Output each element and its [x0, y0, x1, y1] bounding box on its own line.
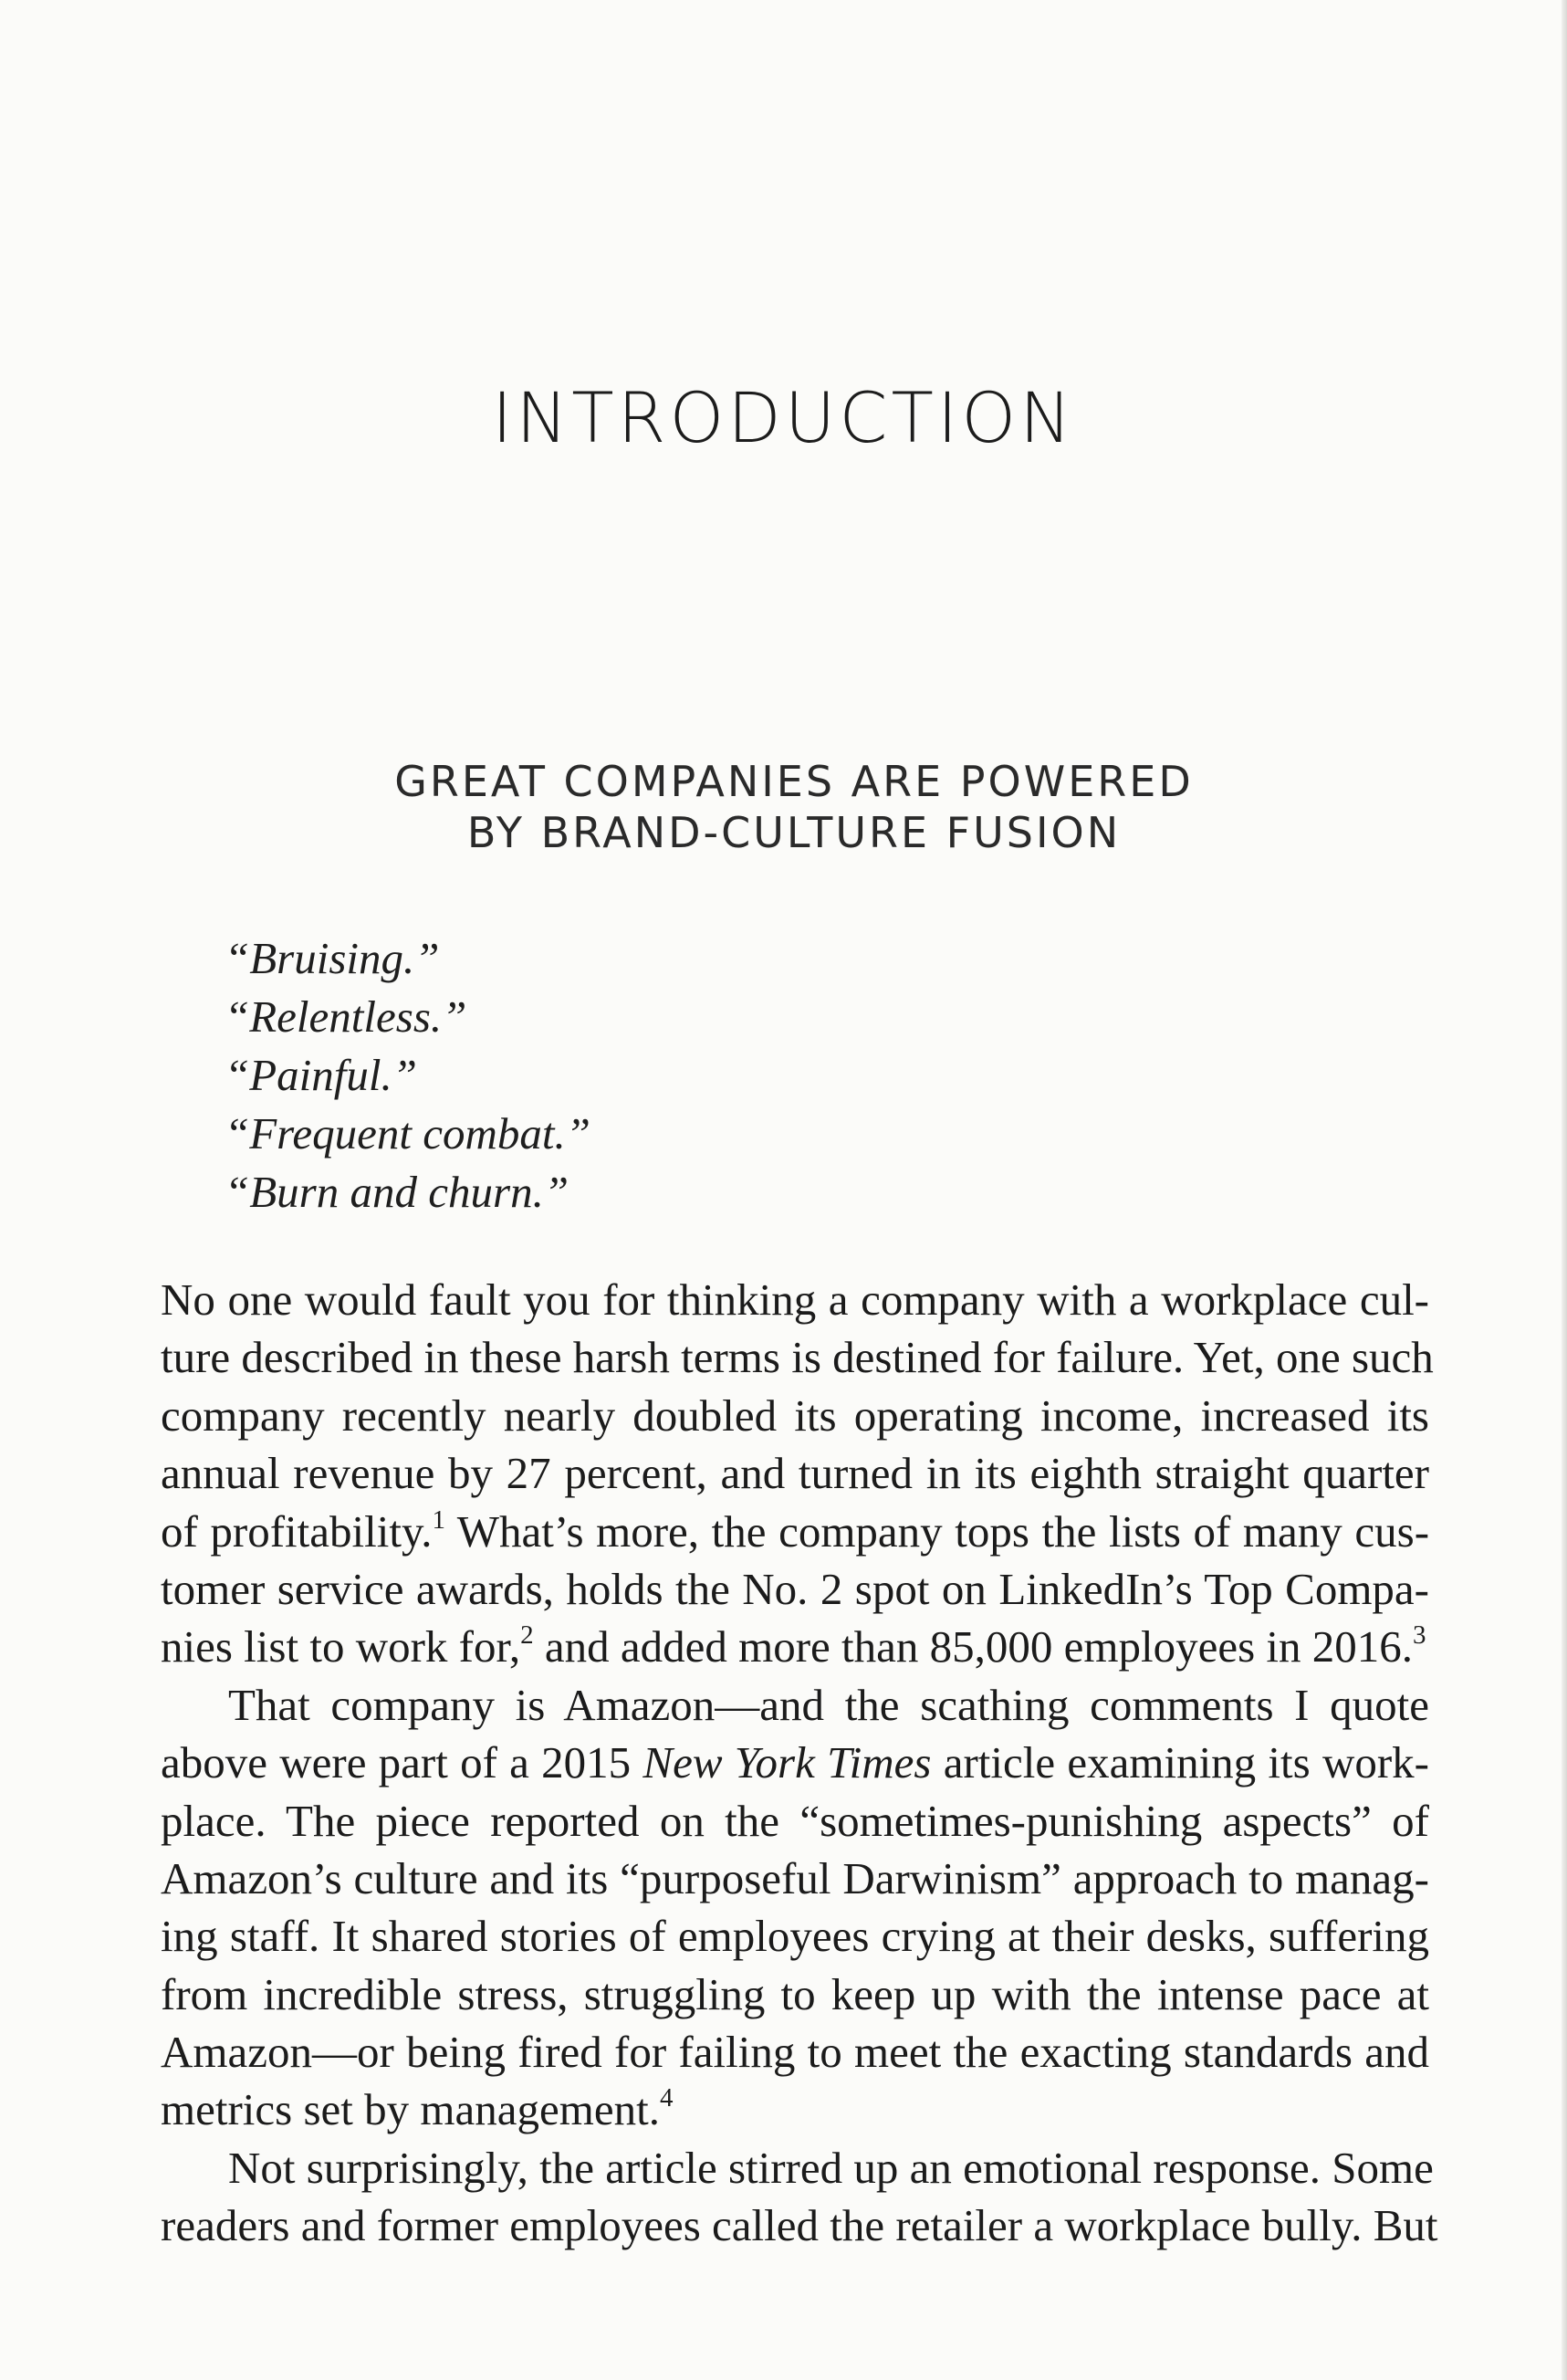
subtitle-line: BY BRAND-CULTURE FUSION	[466, 808, 1122, 857]
text-line: of profitability.$^1$ What’s more, the company tops the lists of many cus-	[161, 1505, 1430, 1557]
text-line: Amazon—or being fired for failing to meet the exacting standards and	[161, 2027, 1429, 2078]
text-line: readers and former employees called the retailer a workplace bully. But	[161, 2200, 1438, 2251]
text-line: tomer service awards, holds the No. 2 spot on LinkedIn’s Top Compa-	[161, 1563, 1429, 1614]
footnote-ref: 4	[660, 2083, 674, 2113]
text-line: ing staff. It shared stories of employees crying at their desks, suffering	[161, 1911, 1429, 1962]
quote-line: “Painful.”	[225, 1050, 418, 1100]
publication-title: New York Times	[642, 1737, 932, 1788]
text-line: metrics set by management.$^4$	[161, 2083, 674, 2135]
quote-line: “Frequent combat.”	[225, 1108, 591, 1159]
text-line: from incredible stress, struggling to keep up with the intense pace at	[161, 1968, 1429, 2019]
page-edge-shadow	[1562, 0, 1567, 2380]
epigraph-quotes	[225, 929, 590, 1221]
chapter-subtitle	[274, 756, 1314, 858]
footnote-ref: 1	[432, 1505, 446, 1535]
chapter-title: INTRODUCTION	[491, 377, 1076, 458]
quote-line: “Bruising.”	[225, 933, 440, 983]
text-line: That company is Amazon—and the scathing comments I quote	[228, 1679, 1429, 1730]
text-line: company recently nearly doubled its operating income, increased its	[161, 1389, 1429, 1441]
quote-line: “Burn and churn.”	[225, 1167, 569, 1217]
text-line: place. The piece reported on the “sometimes-punishing aspects” of	[161, 1795, 1429, 1846]
footnote-ref: 2	[520, 1620, 534, 1651]
subtitle-line: GREAT COMPANIES ARE POWERED	[394, 757, 1194, 806]
body-text	[161, 1271, 1438, 2255]
quote-line: “Relentless.”	[225, 991, 467, 1042]
text-line: Amazon’s culture and its “purposeful Darwinism” approach to manag-	[161, 1852, 1429, 1903]
text-line: nies list to work for,$^2$ and added more than 85,000 employees in 2016.$^3$	[161, 1620, 1426, 1672]
text-line: No one would fault you for thinking a company with a workplace cul-	[161, 1274, 1429, 1325]
text-line: annual revenue by 27 percent, and turned in its eighth straight quarter	[161, 1448, 1429, 1499]
text-line: above were part of a 2015 New York Times article examining its work-	[161, 1737, 1429, 1788]
text-line: Not surprisingly, the article stirred up an emotional response. Some	[228, 2142, 1434, 2193]
footnote-ref: 3	[1413, 1620, 1426, 1651]
text-line: ture described in these harsh terms is destined for failure. Yet, one such	[161, 1332, 1434, 1383]
